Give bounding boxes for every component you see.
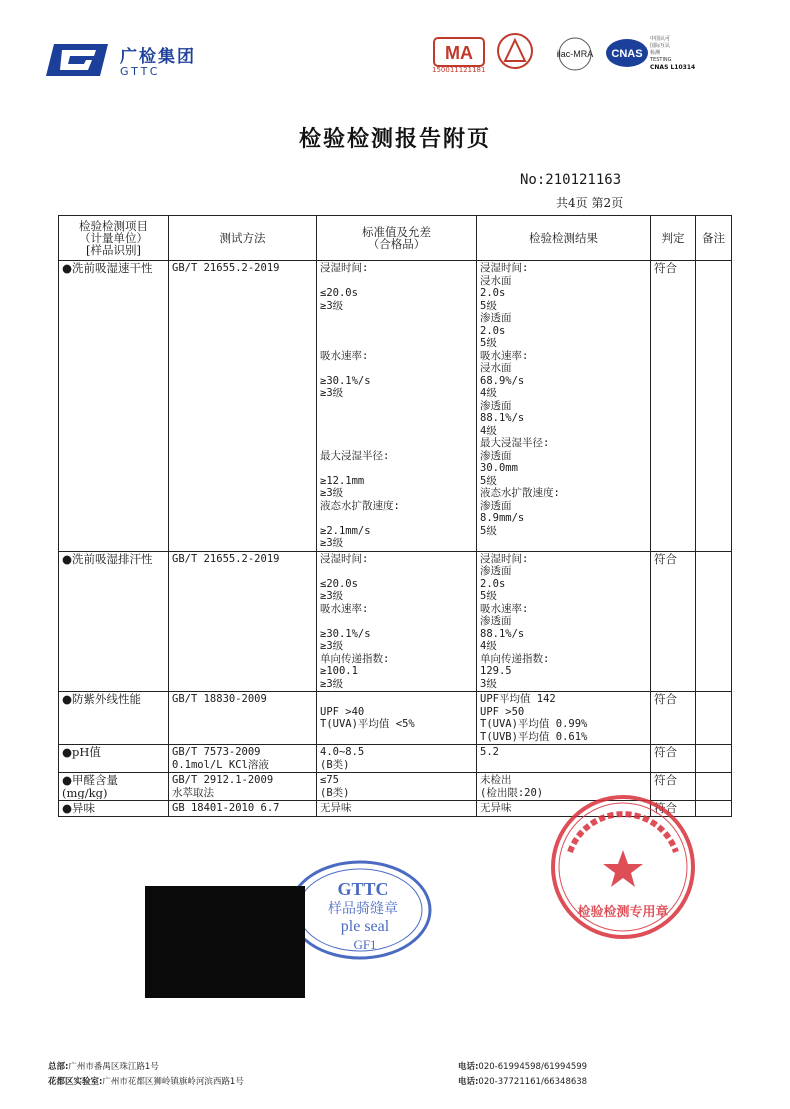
result-line: 吸水速率: (480, 349, 529, 362)
footer-hq-phone: 电话:020-61994598/61994599 (458, 1062, 588, 1072)
result-cell (477, 261, 651, 552)
standard-line: 液态水扩散速度: (320, 499, 400, 512)
standard-line (320, 437, 473, 450)
verdict-cell: 符合 (651, 551, 696, 692)
standard-line: 最大浸湿半径: (320, 449, 390, 462)
item-name: ●防紫外线性能 (62, 693, 142, 706)
item-unit: (mg/kg) (62, 786, 108, 799)
standard-line (320, 565, 473, 578)
header-item: 检验检测项目 （计量单位） [样品识别] (59, 216, 169, 261)
standard-line (320, 412, 473, 425)
method-line: 0.1mol/L KCl溶液 (172, 758, 269, 771)
verdict-cell: 符合 (651, 745, 696, 773)
standard-line: ≥30.1%/s (320, 627, 371, 640)
result-line: 4级 (480, 640, 497, 652)
result-line: 浸水面 (480, 362, 512, 374)
verdict-cell: 符合 (651, 261, 696, 552)
standard-cell (317, 773, 477, 801)
table-row (59, 745, 732, 773)
method-cell (169, 745, 317, 773)
standard-line: ≤20.0s (320, 577, 358, 590)
table-row (59, 692, 732, 745)
item-cell (59, 745, 169, 773)
result-line: 129.5 (480, 665, 512, 677)
verdict-cell: 符合 (651, 773, 696, 801)
result-line: 8.9mm/s (480, 512, 525, 524)
table-header-row (59, 216, 732, 261)
result-line: 5级 (480, 590, 497, 602)
footer-branch: 花都区实验室:广州市花都区狮岭镇旗岭河滨西路1号 (48, 1077, 244, 1087)
result-line: 浸湿时间: (480, 262, 529, 274)
result-line: 88.1%/s (480, 627, 525, 640)
result-cell (477, 551, 651, 692)
item-cell (59, 551, 169, 692)
company-abbr: GTTC (120, 65, 161, 78)
standard-line: (B类) (320, 758, 350, 771)
remark-cell (696, 745, 732, 773)
remark-cell (696, 551, 732, 692)
header-result: 检验检测结果 (477, 216, 651, 261)
result-line: UPF >50 (480, 705, 525, 718)
method-line: GB/T 7573-2009 (172, 746, 261, 758)
cal-cert-icon (496, 32, 534, 70)
result-line: 渗透面 (480, 449, 512, 462)
standard-cell (317, 745, 477, 773)
item-name: ●pH值 (62, 746, 101, 759)
result-line: 吸水速率: (480, 602, 529, 615)
result-line: 最大浸湿半径: (480, 437, 550, 449)
result-cell (477, 692, 651, 745)
standard-line: 浸湿时间: (320, 552, 369, 565)
result-line: 渗透面 (480, 565, 512, 577)
standard-line: 4.0~8.5 (320, 746, 365, 758)
gttc-logo-icon (46, 40, 110, 80)
standard-line (320, 615, 473, 628)
cnas-number: CNAS L10314 (650, 64, 696, 71)
result-line: 无异味 (480, 802, 512, 814)
item-cell (59, 773, 169, 801)
standard-line: T(UVA)平均值 <5% (320, 718, 415, 730)
gttc-stamp-code: GF1 (353, 937, 377, 952)
page-indicator: 共4页 第2页 (556, 196, 624, 210)
standard-line: 无异味 (320, 802, 352, 814)
remark-cell (696, 773, 732, 801)
footer-branch-phone: 电话:020-37721161/66348638 (458, 1077, 588, 1087)
method-cell (169, 801, 317, 817)
ilac-label: ilac-MRA (556, 49, 594, 59)
method-line: GB/T 2912.1-2009 (172, 774, 274, 786)
standard-line: ≥3级 (320, 590, 344, 602)
redaction-block (145, 886, 305, 998)
result-line: 未检出 (480, 774, 512, 786)
result-line: 30.0mm (480, 462, 518, 474)
result-line: (检出限:20) (480, 786, 544, 799)
result-line: 2.0s (480, 577, 506, 590)
result-line: 浸水面 (480, 274, 512, 287)
verdict-cell: 符合 (651, 801, 696, 817)
result-line: 2.0s (480, 324, 506, 337)
standard-line: (B类) (320, 786, 350, 799)
method-line: GB/T 21655.2-2019 (172, 262, 280, 274)
result-line: 68.9%/s (480, 374, 525, 387)
standard-line (320, 462, 473, 475)
standard-line: ≥3级 (320, 537, 344, 549)
company-name: 广检集团 (120, 47, 196, 67)
standard-line: ≥3级 (320, 677, 344, 690)
gttc-seam-stamp-icon (285, 855, 435, 965)
method-line: 水萃取法 (172, 786, 214, 799)
standard-line (320, 693, 473, 706)
standard-line: ≤75 (320, 774, 339, 786)
result-line: 5级 (480, 337, 497, 349)
result-line: 渗透面 (480, 499, 512, 512)
table-body (59, 261, 732, 817)
method-cell (169, 692, 317, 745)
cnas-icon (604, 36, 650, 70)
standard-line: 吸水速率: (320, 602, 369, 615)
remark-cell (696, 261, 732, 552)
gttc-stamp-cn: 样品骑缝章 (328, 901, 398, 917)
cma-number: 150011121181 (432, 66, 486, 74)
cnas-label: CNAS (611, 48, 643, 60)
gttc-stamp-en: ple seal (340, 918, 390, 935)
result-line: 渗透面 (480, 399, 512, 412)
header-standard: 标准值及允差 （合格品） (317, 216, 477, 261)
result-line: UPF平均值 142 (480, 693, 556, 705)
table-row (59, 551, 732, 692)
page-title: 检验检测报告附页 (298, 126, 491, 152)
result-line: 液态水扩散速度: (480, 487, 560, 499)
remark-cell (696, 801, 732, 817)
standard-line: 单向传递指数: (320, 652, 390, 665)
item-name: ●甲醛含量 (62, 774, 119, 787)
result-line: 单向传递指数: (480, 652, 550, 665)
result-line: 2.0s (480, 287, 506, 299)
gttc-stamp-top: GTTC (337, 879, 389, 899)
standard-line (320, 362, 473, 375)
standard-line (320, 312, 473, 325)
standard-line: ≥3级 (320, 387, 344, 399)
official-seal-icon (548, 792, 698, 942)
header-verdict: 判定 (651, 216, 696, 261)
standard-cell (317, 801, 477, 817)
standard-line: ≥12.1mm (320, 474, 365, 487)
standard-line: ≤20.0s (320, 287, 358, 299)
standard-line: ≥3级 (320, 487, 344, 499)
result-line: 渗透面 (480, 615, 512, 627)
method-cell (169, 773, 317, 801)
result-line: 渗透面 (480, 312, 512, 324)
result-line: 5级 (480, 474, 497, 487)
method-cell (169, 261, 317, 552)
seal-text: 检验检测专用章 (577, 905, 669, 920)
standard-line (320, 325, 473, 338)
footer-hq: 总部:广州市番禺区珠江路1号 (48, 1062, 159, 1072)
result-line: 4级 (480, 424, 497, 437)
result-line: 5级 (480, 524, 497, 537)
standard-line (320, 400, 473, 413)
standard-cell (317, 261, 477, 552)
header-remark: 备注 (696, 216, 732, 261)
item-cell (59, 801, 169, 817)
verdict-cell: 符合 (651, 692, 696, 745)
standard-line: ≥100.1 (320, 665, 358, 677)
method-cell (169, 551, 317, 692)
item-cell (59, 692, 169, 745)
item-name: ●洗前吸湿速干性 (62, 262, 153, 275)
result-line: 浸湿时间: (480, 552, 529, 565)
result-cell (477, 745, 651, 773)
table-row (59, 261, 732, 552)
result-line: 3级 (480, 677, 497, 690)
method-line: GB/T 21655.2-2019 (172, 552, 280, 565)
result-line: 5.2 (480, 746, 499, 758)
standard-line (320, 275, 473, 288)
result-line: 5级 (480, 299, 497, 312)
cma-label: MA (445, 43, 473, 63)
standard-line (320, 337, 473, 350)
standard-cell (317, 551, 477, 692)
standard-line: ≥3级 (320, 640, 344, 652)
report-table (58, 215, 732, 817)
standard-line: 浸湿时间: (320, 262, 369, 274)
standard-line: UPF >40 (320, 705, 365, 718)
standard-line: ≥30.1%/s (320, 374, 371, 387)
standard-line (320, 425, 473, 438)
remark-cell (696, 692, 732, 745)
result-line: 4级 (480, 387, 497, 399)
ilac-mra-icon (550, 34, 600, 74)
item-name: ●洗前吸湿排汗性 (62, 552, 153, 565)
method-line: GB/T 18830-2009 (172, 693, 267, 705)
report-number: No:210121163 (520, 172, 622, 188)
standard-line: ≥2.1mm/s (320, 524, 371, 537)
header-method: 测试方法 (169, 216, 317, 261)
result-line: T(UVA)平均值 0.99% (480, 718, 588, 730)
item-cell (59, 261, 169, 552)
standard-line: ≥3级 (320, 299, 344, 312)
method-line: GB 18401-2010 6.7 (172, 802, 280, 814)
result-line: T(UVB)平均值 0.61% (480, 730, 588, 743)
cnas-side-text: 中国认可 国际互认 检测 TESTING CNAS L10314 (650, 36, 720, 71)
standard-line: 吸水速率: (320, 349, 369, 362)
item-name: ●异味 (62, 802, 96, 815)
result-line: 88.1%/s (480, 412, 525, 424)
standard-cell (317, 692, 477, 745)
standard-line (320, 512, 473, 525)
